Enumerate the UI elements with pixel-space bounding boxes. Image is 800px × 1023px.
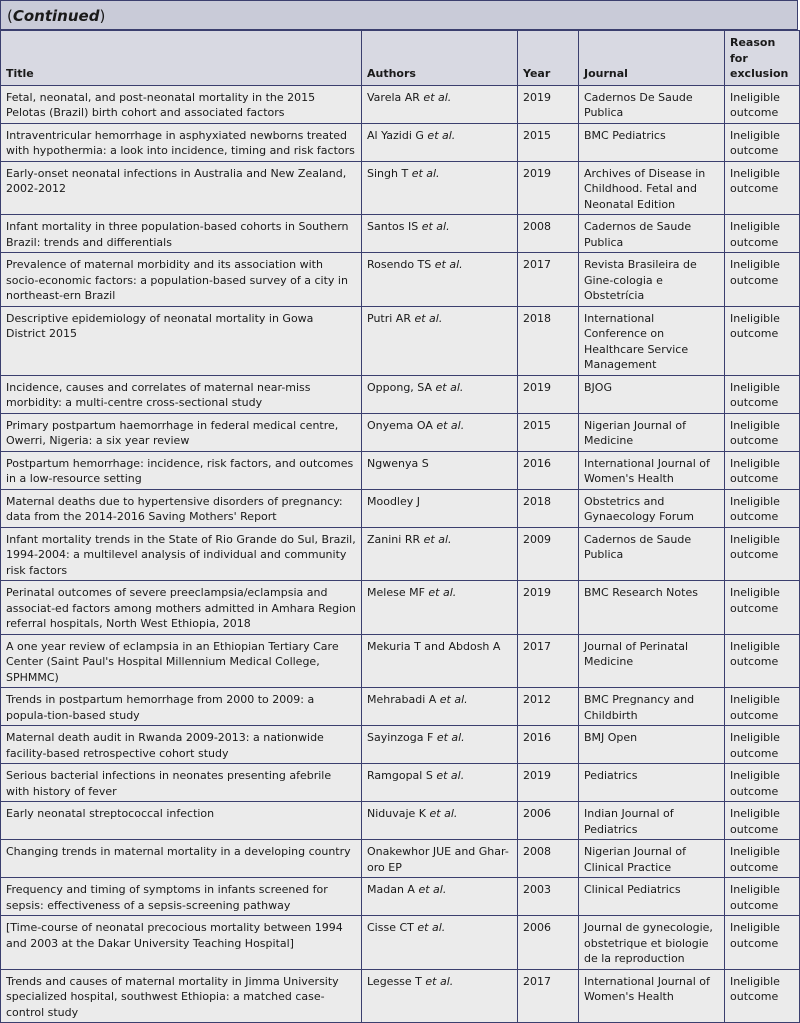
- cell-authors: [362, 840, 518, 878]
- author-name: Ramgopal S: [367, 769, 433, 782]
- cell-year: 2017: [518, 634, 579, 688]
- et-al: et al.: [418, 883, 447, 896]
- cell-reason: Ineligible outcome: [725, 161, 800, 215]
- table-row: [1, 413, 800, 451]
- cell-title: Infant mortality in three population-based cohorts in Southern Brazil: trends and differentials: [1, 215, 362, 253]
- cell-authors: [362, 215, 518, 253]
- cell-year: 2009: [518, 527, 579, 581]
- cell-year: 2008: [518, 840, 579, 878]
- author-name: Madan A: [367, 883, 415, 896]
- cell-authors: [362, 413, 518, 451]
- cell-authors: [362, 489, 518, 527]
- author-name: Oppong, SA: [367, 380, 433, 394]
- cell-journal: Cadernos de Saude Publica: [579, 527, 725, 581]
- et-al: et al.: [411, 166, 440, 180]
- cell-authors: [362, 451, 518, 489]
- et-al: et al.: [423, 532, 452, 546]
- cell-journal: BMC Pediatrics: [579, 123, 725, 161]
- cell-title: Changing trends in maternal mortality in a developing country: [1, 840, 362, 878]
- cell-year: 2019: [518, 161, 579, 215]
- et-al: et al.: [414, 311, 443, 325]
- table-row: [1, 726, 800, 764]
- table-row: [1, 634, 800, 688]
- author-name: Putri AR: [367, 311, 411, 325]
- header-reason: Reason for exclusion: [725, 31, 800, 86]
- cell-authors: [362, 123, 518, 161]
- cell-authors: [362, 306, 518, 375]
- cell-year: 2003: [518, 878, 579, 916]
- author-name: Varela AR: [367, 90, 420, 104]
- cell-reason: Ineligible outcome: [725, 306, 800, 375]
- cell-title: Serious bacterial infections in neonates presenting afebrile with history of fever: [1, 764, 362, 802]
- cell-journal: BMC Research Notes: [579, 581, 725, 635]
- author-name: Zanini RR: [367, 532, 421, 546]
- cell-journal: International Journal of Women's Health: [579, 969, 725, 1023]
- author-name: Mekuria T and Abdosh A: [367, 639, 501, 653]
- et-al: et al.: [423, 90, 452, 104]
- cell-title: [Time-course of neonatal precocious mortality between 1994 and 2003 at the Dakar University Teaching Hospital]: [1, 916, 362, 970]
- table-row: [1, 840, 800, 878]
- author-name: Mehrabadi A: [367, 693, 437, 706]
- et-al: et al.: [436, 731, 465, 744]
- cell-journal: Pediatrics: [579, 764, 725, 802]
- author-name: Cisse CT: [367, 921, 414, 934]
- cell-year: 2016: [518, 726, 579, 764]
- cell-reason: Ineligible outcome: [725, 634, 800, 688]
- cell-authors: [362, 634, 518, 688]
- et-al: et al.: [436, 769, 465, 782]
- cell-reason: Ineligible outcome: [725, 802, 800, 840]
- cell-authors: [362, 375, 518, 413]
- et-al: et al.: [429, 807, 458, 820]
- cell-reason: Ineligible outcome: [725, 489, 800, 527]
- table-row: [1, 688, 800, 726]
- cell-title: Incidence, causes and correlates of maternal near-miss morbidity: a multi-centre cross-sectional study: [1, 375, 362, 413]
- table-row: [1, 527, 800, 581]
- cell-journal: Nigerian Journal of Clinical Practice: [579, 840, 725, 878]
- et-al: et al.: [428, 586, 457, 599]
- cell-reason: Ineligible outcome: [725, 840, 800, 878]
- cell-journal: Obstetrics and Gynaecology Forum: [579, 489, 725, 527]
- cell-title: Maternal deaths due to hypertensive disorders of pregnancy: data from the 2014-2016 Saving Mothers' Report: [1, 489, 362, 527]
- cell-title: Postpartum hemorrhage: incidence, risk factors, and outcomes in a low-resource setting: [1, 451, 362, 489]
- cell-authors: [362, 969, 518, 1023]
- table-row: [1, 489, 800, 527]
- cell-reason: Ineligible outcome: [725, 215, 800, 253]
- cell-journal: Clinical Pediatrics: [579, 878, 725, 916]
- cell-reason: Ineligible outcome: [725, 85, 800, 123]
- table-row: [1, 969, 800, 1023]
- author-name: Ngwenya S: [367, 456, 429, 470]
- table-row: [1, 375, 800, 413]
- table-row: [1, 802, 800, 840]
- et-al: et al.: [436, 418, 465, 432]
- table-row: [1, 253, 800, 307]
- cell-year: 2015: [518, 123, 579, 161]
- author-name: Al Yazidi G: [367, 128, 424, 142]
- cell-authors: [362, 726, 518, 764]
- cell-authors: [362, 878, 518, 916]
- cell-journal: International Journal of Women's Health: [579, 451, 725, 489]
- cell-authors: [362, 527, 518, 581]
- banner-close-paren: ): [99, 7, 106, 25]
- cell-title: Intraventricular hemorrhage in asphyxiated newborns treated with hypothermia: a look into incidence, timing and risk factors: [1, 123, 362, 161]
- author-name: Niduvaje K: [367, 807, 427, 820]
- author-name: Rosendo TS: [367, 258, 432, 271]
- et-al: et al.: [425, 974, 454, 988]
- cell-reason: Ineligible outcome: [725, 878, 800, 916]
- cell-year: 2006: [518, 802, 579, 840]
- author-name: Santos IS: [367, 220, 419, 233]
- et-al: et al.: [435, 380, 464, 394]
- cell-authors: [362, 802, 518, 840]
- cell-title: Perinatal outcomes of severe preeclampsia/eclampsia and associat-ed factors among mothers admitted in Amhara Region referral hospitals, North West Ethiopia, 2018: [1, 581, 362, 635]
- cell-journal: BMC Pregnancy and Childbirth: [579, 688, 725, 726]
- header-title: Title: [1, 31, 362, 86]
- cell-year: 2017: [518, 969, 579, 1023]
- table-row: [1, 916, 800, 970]
- cell-reason: Ineligible outcome: [725, 375, 800, 413]
- cell-journal: Nigerian Journal of Medicine: [579, 413, 725, 451]
- cell-journal: Revista Brasileira de Gine-cologia e Obstetrícia: [579, 253, 725, 307]
- cell-year: 2019: [518, 375, 579, 413]
- cell-journal: Journal de gynecologie, obstetrique et biologie de la reproduction: [579, 916, 725, 970]
- cell-title: Infant mortality trends in the State of Rio Grande do Sul, Brazil, 1994-2004: a multilevel analysis of individual and community risk factors: [1, 527, 362, 581]
- cell-title: Prevalence of maternal morbidity and its association with socio-economic factors: a population-based survey of a city in northeast-ern Brazil: [1, 253, 362, 307]
- cell-title: Maternal death audit in Rwanda 2009-2013: a nationwide facility-based retrospective cohort study: [1, 726, 362, 764]
- cell-journal: Journal of Perinatal Medicine: [579, 634, 725, 688]
- cell-authors: [362, 161, 518, 215]
- exclusion-table: [0, 30, 800, 1023]
- cell-reason: Ineligible outcome: [725, 527, 800, 581]
- cell-reason: Ineligible outcome: [725, 688, 800, 726]
- table-row: [1, 85, 800, 123]
- banner-open-paren: (: [7, 7, 13, 25]
- cell-reason: Ineligible outcome: [725, 581, 800, 635]
- cell-title: Frequency and timing of symptoms in infants screened for sepsis: effectiveness of a sepsis-screening pathway: [1, 878, 362, 916]
- cell-journal: BMJ Open: [579, 726, 725, 764]
- cell-year: 2019: [518, 764, 579, 802]
- cell-journal: Indian Journal of Pediatrics: [579, 802, 725, 840]
- et-al: et al.: [421, 220, 450, 233]
- cell-title: Fetal, neonatal, and post-neonatal mortality in the 2015 Pelotas (Brazil) birth cohort and associated factors: [1, 85, 362, 123]
- cell-reason: Ineligible outcome: [725, 764, 800, 802]
- et-al: et al.: [439, 693, 468, 706]
- cell-authors: [362, 581, 518, 635]
- cell-title: Early-onset neonatal infections in Australia and New Zealand, 2002-2012: [1, 161, 362, 215]
- header-journal: Journal: [579, 31, 725, 86]
- cell-journal: BJOG: [579, 375, 725, 413]
- cell-reason: Ineligible outcome: [725, 253, 800, 307]
- continued-banner: [0, 0, 798, 30]
- cell-year: 2012: [518, 688, 579, 726]
- table-row: [1, 215, 800, 253]
- et-al: et al.: [427, 128, 456, 142]
- author-name: Melese MF: [367, 586, 425, 599]
- header-year: Year: [518, 31, 579, 86]
- cell-year: 2019: [518, 581, 579, 635]
- cell-year: 2017: [518, 253, 579, 307]
- cell-reason: Ineligible outcome: [725, 413, 800, 451]
- header-row: [1, 31, 800, 86]
- author-name: Onakewhor JUE and Ghar-oro EP: [367, 845, 509, 874]
- cell-year: 2015: [518, 413, 579, 451]
- cell-journal: International Conference on Healthcare Service Management: [579, 306, 725, 375]
- cell-authors: [362, 764, 518, 802]
- cell-title: Trends and causes of maternal mortality in Jimma University specialized hospital, southwest Ethiopia: a matched case-control study: [1, 969, 362, 1023]
- table-row: [1, 306, 800, 375]
- cell-year: 2006: [518, 916, 579, 970]
- author-name: Legesse T: [367, 974, 422, 988]
- cell-title: A one year review of eclampsia in an Ethiopian Tertiary Care Center (Saint Paul's Hospital Millennium Medical College, SPHMMC): [1, 634, 362, 688]
- cell-authors: [362, 916, 518, 970]
- table-row: [1, 161, 800, 215]
- cell-reason: Ineligible outcome: [725, 726, 800, 764]
- table-row: [1, 878, 800, 916]
- cell-year: 2018: [518, 306, 579, 375]
- cell-year: 2018: [518, 489, 579, 527]
- cell-title: Descriptive epidemiology of neonatal mortality in Gowa District 2015: [1, 306, 362, 375]
- et-al: et al.: [417, 921, 446, 934]
- cell-year: 2019: [518, 85, 579, 123]
- cell-reason: Ineligible outcome: [725, 451, 800, 489]
- cell-reason: Ineligible outcome: [725, 123, 800, 161]
- author-name: Singh T: [367, 166, 409, 180]
- author-name: Moodley J: [367, 494, 421, 508]
- cell-title: Primary postpartum haemorrhage in federal medical centre, Owerri, Nigeria: a six year review: [1, 413, 362, 451]
- table-row: [1, 123, 800, 161]
- continued-label: Continued: [12, 7, 100, 25]
- table-row: [1, 451, 800, 489]
- table-row: [1, 764, 800, 802]
- cell-reason: Ineligible outcome: [725, 916, 800, 970]
- table-row: [1, 581, 800, 635]
- author-name: Sayinzoga F: [367, 731, 434, 744]
- cell-reason: Ineligible outcome: [725, 969, 800, 1023]
- cell-title: Early neonatal streptococcal infection: [1, 802, 362, 840]
- cell-title: Trends in postpartum hemorrhage from 2000 to 2009: a popula-tion-based study: [1, 688, 362, 726]
- cell-year: 2016: [518, 451, 579, 489]
- et-al: et al.: [434, 258, 463, 271]
- author-name: Onyema OA: [367, 418, 433, 432]
- cell-authors: [362, 253, 518, 307]
- cell-authors: [362, 688, 518, 726]
- cell-journal: Cadernos de Saude Publica: [579, 215, 725, 253]
- cell-journal: Cadernos De Saude Publica: [579, 85, 725, 123]
- table-body: [1, 85, 800, 1023]
- header-authors: Authors: [362, 31, 518, 86]
- cell-journal: Archives of Disease in Childhood. Fetal and Neonatal Edition: [579, 161, 725, 215]
- cell-authors: [362, 85, 518, 123]
- cell-year: 2008: [518, 215, 579, 253]
